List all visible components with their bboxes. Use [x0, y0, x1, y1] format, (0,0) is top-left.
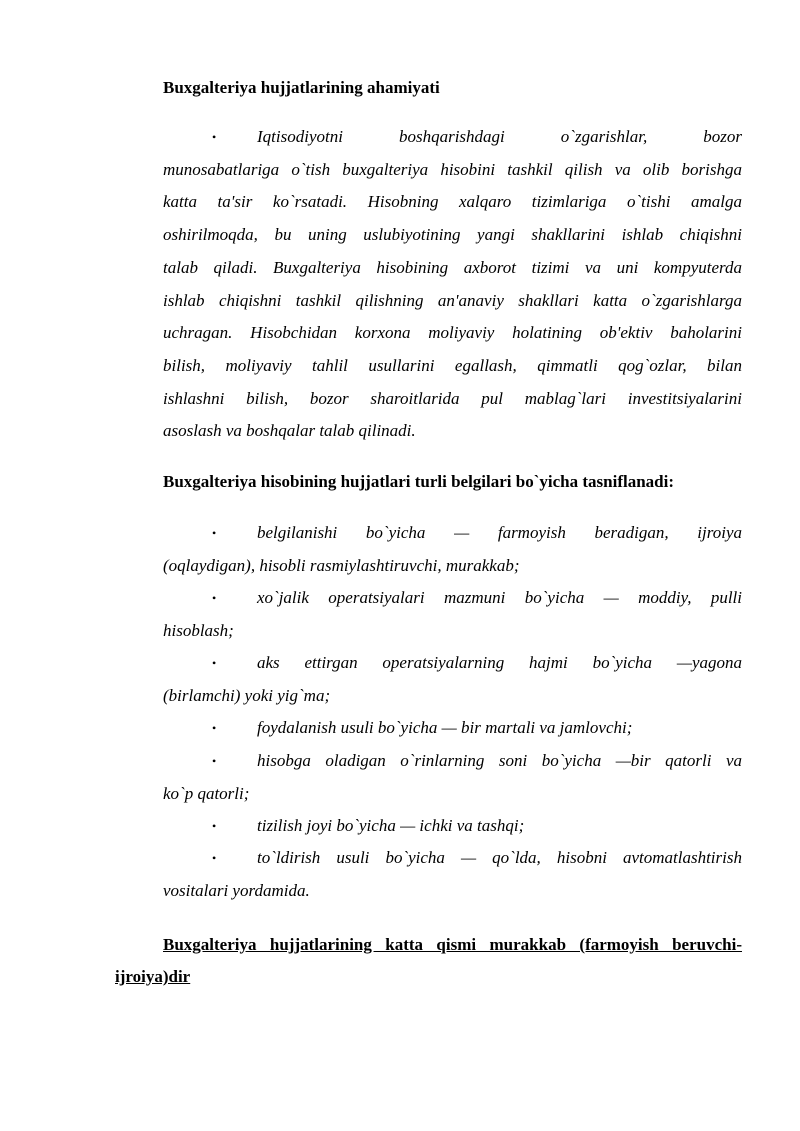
- list-item: [163, 582, 742, 647]
- bullet-icon: •: [212, 721, 217, 735]
- list-item-text: tizilish joyi bo`yicha — ichki va tashqi;: [257, 816, 525, 835]
- paragraph-line: ishlab chiqishni tashkil qilishning an'anaviy shakllari katta o`zgarishlarga: [163, 290, 742, 310]
- paragraph-line-last: asoslash va boshqalar talab qilinadi.: [163, 421, 416, 441]
- list-item: [163, 517, 742, 582]
- list-item-text: belgilanishi bo`yicha — farmoyish beradigan, ijroiya: [257, 523, 742, 542]
- list-item-text: xo`jalik operatsiyalari mazmuni bo`yicha — moddiy, pulli: [257, 588, 742, 607]
- list-item-text: foydalanish usuli bo`yicha — bir martali va jamlovchi;: [257, 718, 633, 737]
- intro-paragraph: [163, 121, 742, 448]
- bullet-icon: •: [212, 656, 217, 670]
- final-heading-line: Buxgalteriya hujjatlarining katta qismi murakkab (farmoyish beruvchi-: [163, 935, 742, 954]
- list-item: [163, 647, 742, 712]
- bullet-icon: •: [212, 526, 217, 540]
- list-item-text: aks ettirgan operatsiyalarning hajmi bo`yicha —yagona: [257, 653, 742, 672]
- paragraph-line: katta ta'sir ko`rsatadi. Hisobning xalqaro tizimlariga o`tishi amalga: [163, 192, 742, 212]
- bullet-icon: •: [212, 591, 217, 605]
- list-item-text: hisobga oladigan o`rinlarning soni bo`yicha —bir qatorli va: [257, 751, 742, 770]
- bullet-icon: •: [212, 754, 217, 768]
- list-item-continuation: vositalari yordamida.: [163, 880, 310, 900]
- list-item-continuation: hisoblash;: [163, 620, 234, 640]
- list-item-continuation: ko`p qatorli;: [163, 783, 250, 803]
- bullet-icon: •: [212, 130, 217, 144]
- section-heading-complex-documents: [115, 929, 742, 993]
- section-heading-importance: Buxgalteriya hujjatlarining ahamiyati: [163, 78, 440, 97]
- list-item: [163, 745, 742, 810]
- list-item: [163, 810, 742, 843]
- paragraph-line: bilish, moliyaviy tahlil usullarini egallash, qimmatli qog`ozlar, bilan: [163, 355, 742, 375]
- final-heading-line: ijroiya)dir: [115, 967, 191, 986]
- list-item: [163, 712, 742, 745]
- paragraph-line: oshirilmoqda, bu uning uslubiyotining yangi shakllarini ishlab chiqishni: [163, 225, 742, 245]
- list-item-continuation: (oqlaydigan), hisobli rasmiylashtiruvchi, murakkab;: [163, 555, 520, 575]
- paragraph-line: munosabatlariga o`tish buxgalteriya hisobini tashkil qilish va olib borishga: [163, 159, 742, 179]
- list-item: [163, 842, 742, 907]
- list-item-text: to`ldirish usuli bo`yicha — qo`lda, hisobni avtomatlashtirish: [257, 848, 742, 867]
- paragraph-first-line: [163, 121, 742, 154]
- paragraph-line: uchragan. Hisobchidan korxona moliyaviy holatining ob'ektiv baholarini: [163, 323, 742, 343]
- section-heading-classification: Buxgalteriya hisobining hujjatlari turli belgilari bo`yicha tasniflanadi:: [163, 472, 674, 491]
- paragraph-first-line-text: Iqtisodiyotni boshqarishdagi o`zgarishlar, bozor: [257, 127, 742, 146]
- paragraph-line: talab qiladi. Buxgalteriya hisobining axborot tizimi va uni kompyuterda: [163, 257, 742, 277]
- bullet-icon: •: [212, 851, 217, 865]
- list-item-continuation: (birlamchi) yoki yig`ma;: [163, 685, 331, 705]
- bullet-icon: •: [212, 819, 217, 833]
- paragraph-line: ishlashni bilish, bozor sharoitlarida pul mablag`lari investitsiyalarini: [163, 388, 742, 408]
